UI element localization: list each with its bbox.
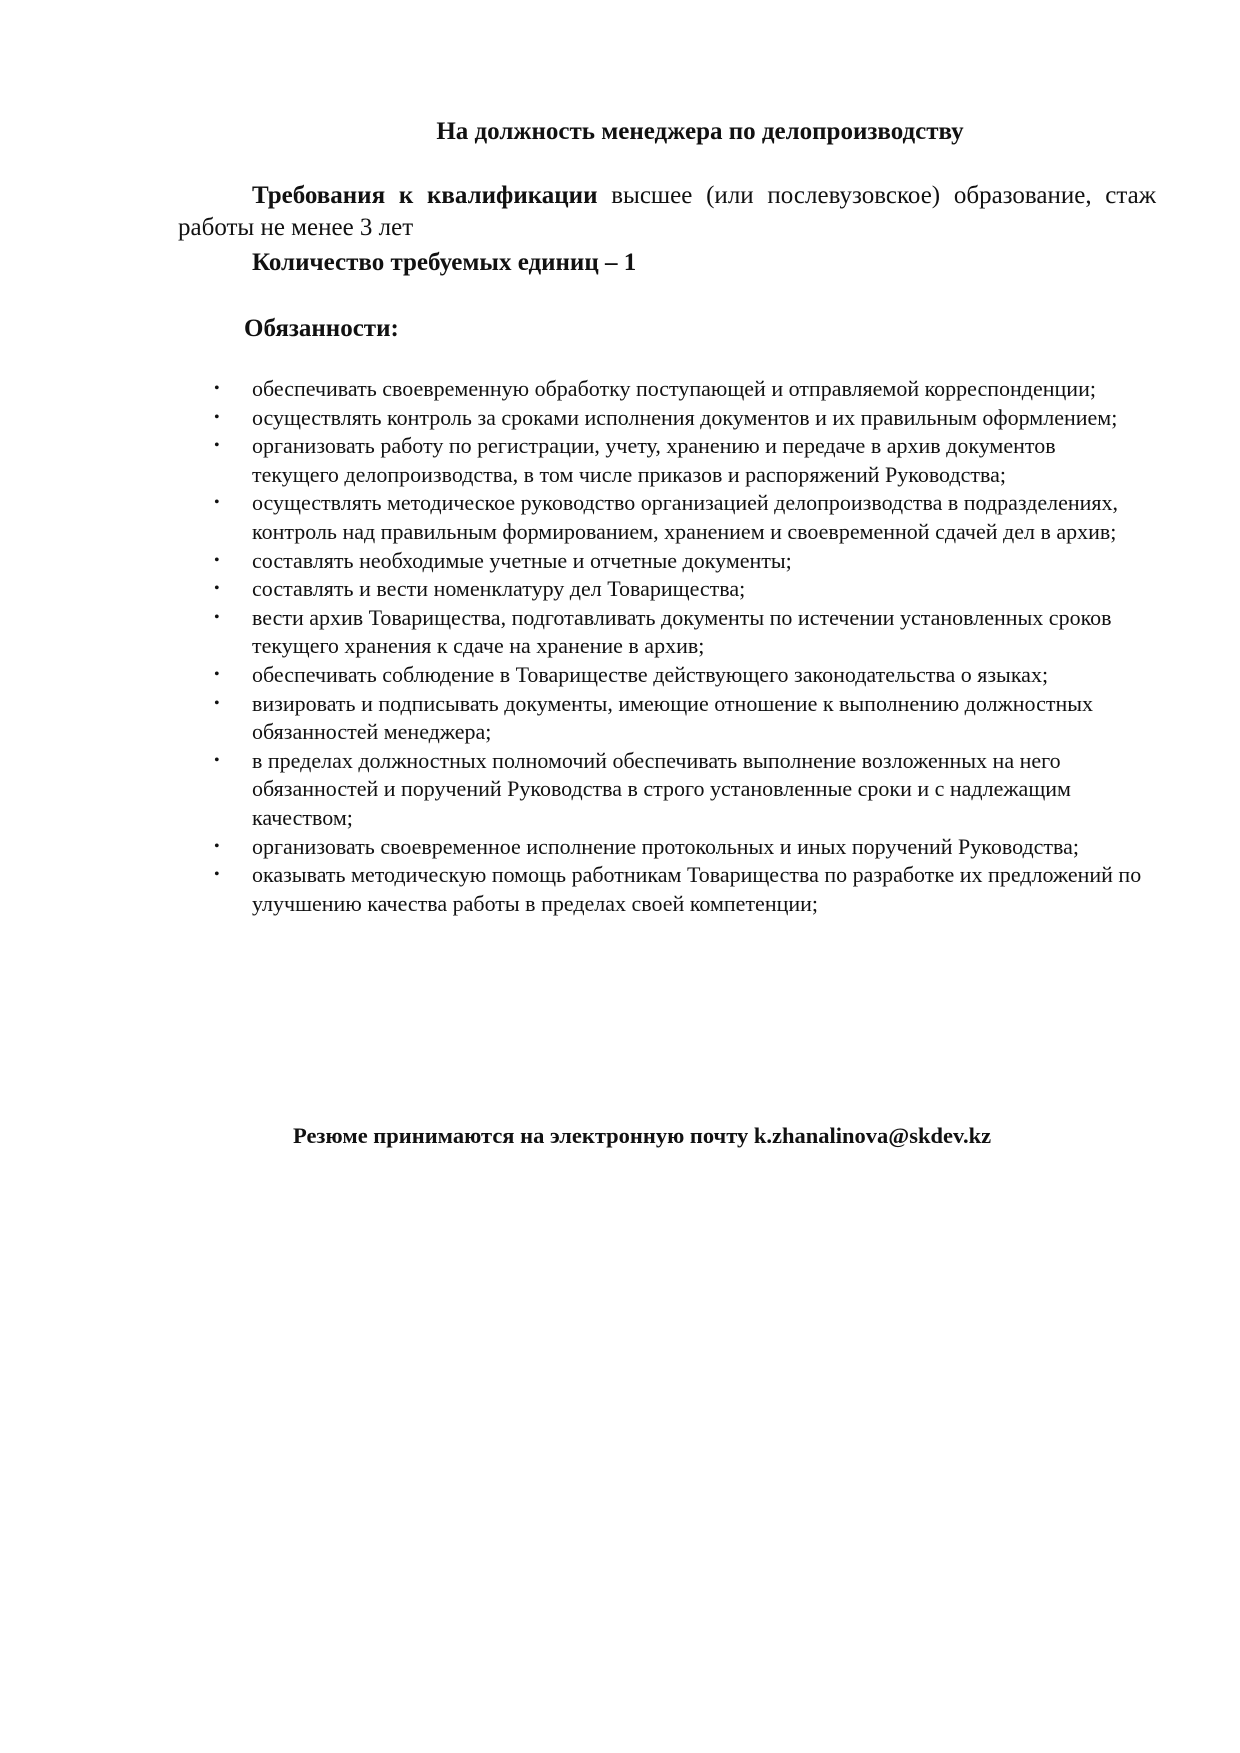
bullet-icon: • (214, 580, 220, 598)
duty-item (214, 861, 1144, 918)
duty-item (214, 747, 1144, 833)
duty-item (214, 690, 1144, 747)
duty-text: составлять необходимые учетные и отчетные документы; (252, 547, 792, 573)
bullet-icon: • (214, 837, 220, 855)
resume-footer (293, 1123, 991, 1149)
duty-item (214, 661, 1144, 690)
document-title: На должность менеджера по делопроизводству (436, 118, 964, 145)
duty-item (214, 432, 1144, 489)
duty-item (214, 575, 1144, 604)
duty-text: осуществлять методическое руководство организацией делопроизводства в подразделениях, контроль над правильным формированием, хранением и своевременной сдачей дел в архив; (252, 490, 1119, 544)
positions-count: Количество требуемых единиц – 1 (252, 249, 637, 276)
bullet-icon: • (214, 437, 220, 455)
duty-item (214, 375, 1144, 404)
duty-item (214, 604, 1144, 661)
duty-text: осуществлять контроль за сроками исполнения документов и их правильным оформлением; (252, 404, 1118, 430)
duty-item (214, 489, 1144, 546)
duty-text: обеспечивать своевременную обработку поступающей и отправляемой корреспонденции; (252, 376, 1096, 401)
requirements-text: высшее (или послевузовское) образование, стаж работы не менее 3 лет (178, 182, 1157, 241)
duty-text: обеспечивать соблюдение в Товариществе действующего законодательства о языках; (252, 661, 1049, 687)
duty-item (214, 404, 1144, 433)
duty-text: визировать и подписывать документы, имеющие отношение к выполнению должностных обязанностей менеджера; (252, 690, 1094, 745)
duties-heading: Обязанности: (244, 315, 399, 342)
bullet-icon: • (214, 494, 220, 512)
duty-text: оказывать методическую помощь работникам Товарищества по разработке их предложений по улучшению качества работы в пределах своей компетенции; (252, 862, 1142, 916)
bullet-icon: • (214, 551, 220, 569)
requirements-label: Требования к квалификации (252, 182, 598, 209)
footer-text: Резюме принимаются на электронную почту (293, 1123, 749, 1148)
requirements-paragraph (178, 180, 1156, 244)
contact-email[interactable]: k.zhanalinova@skdev.kz (753, 1123, 992, 1148)
duties-list (214, 375, 1144, 918)
duty-item (214, 547, 1144, 576)
bullet-icon: • (214, 408, 220, 426)
bullet-icon: • (214, 608, 220, 626)
duty-text: составлять и вести номенклатуру дел Товарищества; (252, 576, 746, 602)
bullet-icon: • (214, 380, 220, 397)
duty-text: организовать своевременное исполнение протокольных и иных поручений Руководства; (252, 833, 1079, 859)
duty-text: организовать работу по регистрации, учету, хранению и передаче в архив документов текущего делопроизводства, в том числе приказов и распоряжений Руководства; (252, 433, 1056, 487)
bullet-icon: • (214, 694, 220, 712)
duty-text: в пределах должностных полномочий обеспечивать выполнение возложенных на него обязанностей и поручений Руководства в строго установленные сроки и с надлежащим качеством; (252, 747, 1071, 830)
duty-item (214, 833, 1144, 862)
bullet-icon: • (214, 665, 220, 683)
duty-text: вести архив Товарищества, подготавливать документы по истечении установленных сроков текущего хранения к сдаче на хранение в архив; (252, 604, 1112, 659)
bullet-icon: • (214, 866, 220, 884)
bullet-icon: • (214, 751, 220, 769)
